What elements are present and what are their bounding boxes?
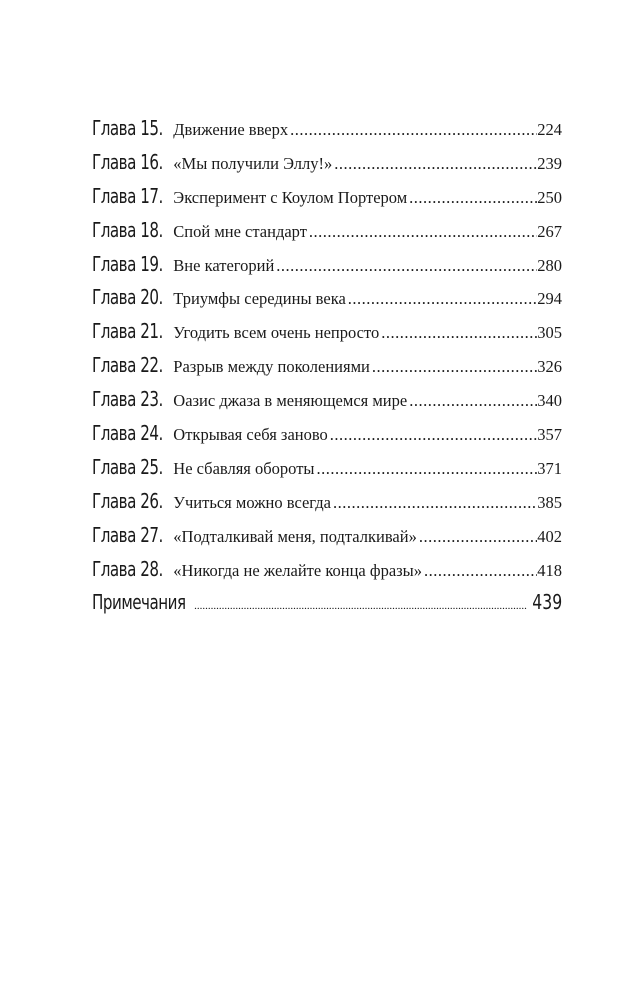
chapter-title: Не сбавляя обороты [173,458,315,478]
dot-leader [422,554,537,588]
chapter-title: «Никогда не желайте конца фразы» [173,560,422,580]
toc-entry-chapter-17[interactable] [92,180,562,214]
dot-leader [331,486,537,520]
dot-leader [407,384,537,418]
page-number: 326 [537,357,562,377]
chapter-label: Глава 17. [92,183,163,208]
chapter-title: «Подталкивай меня, подталкивай» [173,526,417,546]
toc-entry-chapter-15[interactable] [92,112,562,146]
toc-entry-chapter-22[interactable] [92,349,562,383]
dot-leader [407,181,537,215]
toc-entry-chapter-27[interactable] [92,519,562,553]
chapter-label: Глава 28. [92,556,163,581]
chapter-title: Спой мне стандарт [173,221,307,241]
chapter-label: Глава 16. [92,149,163,174]
dot-leader [346,282,537,316]
page-number: 340 [537,391,562,411]
page-number: 439 [532,590,562,615]
page-number: 239 [537,153,562,173]
dot-leader [328,418,537,452]
notes-label: Примечания [92,590,186,615]
chapter-title: Разрыв между поколениями [173,357,370,377]
toc-entry-chapter-20[interactable] [92,281,562,315]
toc-entry-chapter-18[interactable] [92,214,562,248]
chapter-label: Глава 25. [92,454,163,479]
chapter-label: Глава 20. [92,285,163,310]
chapter-label: Глава 24. [92,421,163,446]
chapter-title: Угодить всем очень непросто [173,323,380,343]
page-number: 224 [537,120,562,139]
chapter-title: Триумфы середины века [173,289,346,309]
page-number: 402 [537,526,562,546]
chapter-title: Оазис джаза в меняющемся мире [173,391,408,411]
page-number: 280 [537,255,562,275]
chapter-label: Глава 23. [92,387,163,412]
dot-leader [274,249,537,283]
toc-entry-chapter-23[interactable] [92,383,562,417]
chapter-label: Глава 15. [92,116,163,140]
chapter-label: Глава 27. [92,522,163,547]
chapter-title: Вне категорий [173,255,275,275]
chapter-label: Глава 18. [92,217,163,242]
chapter-label: Глава 21. [92,319,163,344]
toc-entry-chapter-25[interactable] [92,451,562,485]
dot-leader [332,147,537,181]
chapter-title: «Мы получили Эллу!» [173,153,333,173]
chapter-label: Глава 22. [92,353,163,378]
page-number: 371 [537,458,562,478]
toc-entry-chapter-24[interactable] [92,417,562,451]
toc-entry-chapter-19[interactable] [92,248,562,282]
dot-leader [417,520,537,554]
page-number: 357 [537,425,562,445]
page-number: 305 [537,323,562,343]
toc-entry-notes[interactable] [92,586,562,620]
toc-entry-chapter-26[interactable] [92,485,562,519]
dot-leader [307,215,537,249]
toc-entry-chapter-16[interactable] [92,146,562,180]
chapter-label: Глава 26. [92,488,163,513]
page-number: 250 [537,187,562,207]
table-of-contents [92,112,562,620]
chapter-label: Глава 19. [92,251,163,276]
page-number: 385 [537,492,562,512]
page-number: 294 [537,289,562,309]
page-number: 418 [537,560,562,580]
dot-leader [379,316,537,350]
dot-leader [315,452,538,486]
chapter-title: Эксперимент с Коулом Портером [173,187,408,207]
dot-leader [288,113,537,147]
chapter-title: Движение вверх [173,120,289,139]
chapter-title: Учиться можно всегда [173,492,331,512]
dot-leader [370,350,537,384]
dot-leader [192,590,527,624]
page-number: 267 [537,221,562,241]
toc-entry-chapter-28[interactable] [92,553,562,587]
toc-entry-chapter-21[interactable] [92,315,562,349]
chapter-title: Открывая себя заново [173,425,328,445]
